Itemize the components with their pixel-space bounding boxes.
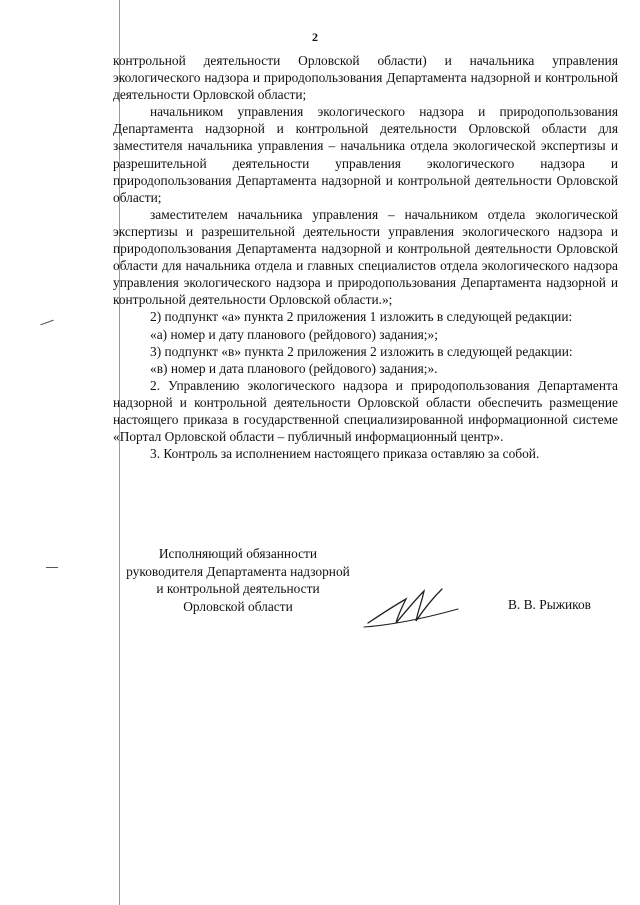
paragraph-continuation: контрольной деятельности Орловской области) и начальника управления экологического надзора и природопользования Департамента надзорной и контрольной деятельности Орловской области;	[113, 53, 618, 103]
paragraph-item-3v: «в) номер и дата планового (рейдового) задания;».	[150, 360, 438, 376]
scan-mark	[40, 320, 53, 326]
page-number: 2	[312, 30, 318, 44]
paragraph-section-3: 3. Контроль за исполнением настоящего приказа оставляю за собой.	[150, 446, 540, 462]
scan-mark	[46, 567, 58, 568]
paragraph-department-head: заместителем начальника управления – начальником отдела экологической экспертизы и разрешительной деятельности управления экологического надзора и природопользования Департамента надзорной и контрольной деятельности Орловской области для начальника отдела и главных специалистов отдела экологического надзора управления экологического надзора и природопользования Департамента надзорной и контрольной деятельности Орловской области.»;	[113, 206, 618, 308]
signer-name: В. В. Рыжиков	[508, 597, 591, 612]
document-body	[113, 52, 618, 462]
handwritten-signature	[362, 585, 472, 629]
paragraph-deputy-head: начальником управления экологического надзора и природопользования Департамента надзорной и контрольной деятельности Орловской области для заместителя начальника управления – начальника отдела экологической экспертизы и разрешительной деятельности управления экологического надзора и природопользования Департамента надзорной и контрольной деятельности Орловской области;	[113, 104, 618, 205]
signature-title-line: и контрольной деятельности	[156, 581, 320, 596]
signature-title-line: руководителя Департамента надзорной	[126, 563, 350, 579]
signature-title-line: Орловской области	[183, 598, 293, 614]
signature-title-block	[113, 545, 363, 615]
paragraph-item-2: 2) подпункт «а» пункта 2 приложения 1 изложить в следующей редакции:	[150, 309, 573, 325]
paragraph-item-3: 3) подпункт «в» пункта 2 приложения 2 изложить в следующей редакции:	[150, 343, 573, 359]
paragraph-section-2: 2. Управлению экологического надзора и природопользования Департамента надзорной и контрольной деятельности Орловской области обеспечить размещение настоящего приказа в государственной специализированной информационной системе «Портал Орловской области – публичный информационный центр».	[113, 377, 618, 445]
paragraph-item-2a: «а) номер и дату планового (рейдового) задания;»;	[150, 326, 438, 342]
signature-title-line: Исполняющий обязанности	[158, 546, 318, 561]
